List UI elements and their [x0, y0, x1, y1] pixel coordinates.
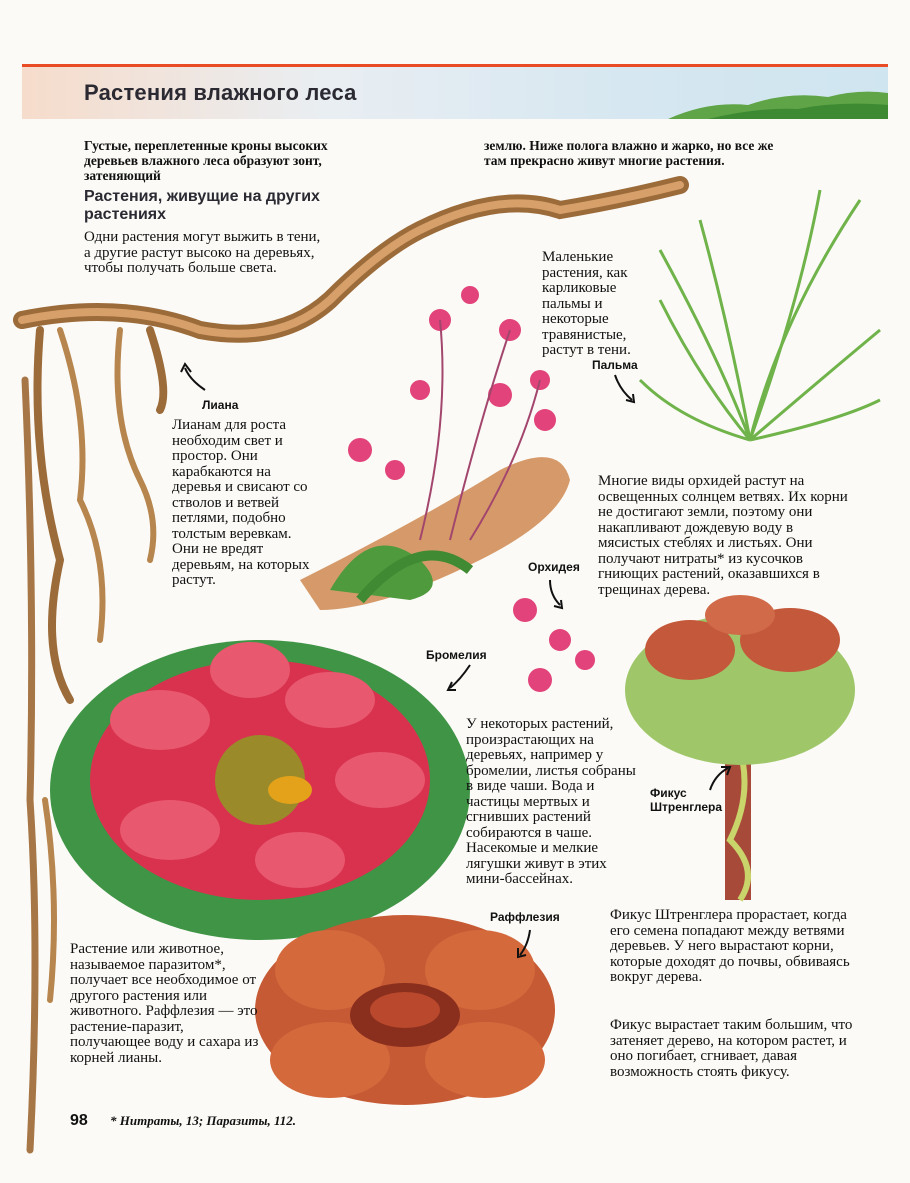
intro-right: землю. Ниже полога влажно и жарко, но все же там прекрасно живут многие растения. [484, 138, 774, 168]
label-bromeliad: Бромелия [426, 648, 487, 662]
label-palm: Пальма [592, 358, 638, 372]
label-orchid: Орхидея [528, 560, 580, 574]
bromeliad-illustration [50, 640, 470, 940]
ficus-text-1: Фикус Штренглера прорастает, когда его семена попадают между ветвями деревьев. У него вырастают корни, которые доходят до почвы, обвиваясь вокруг дерева. [610, 907, 850, 985]
intro-left: Густые, переплетенные кроны высоких деревьев влажного леса образуют зонт, затеняющий [84, 138, 328, 183]
orchids-text: Многие виды орхидей растут на освещенных солнцем ветвях. Их корни не достигают земли, поэтому они накапливают дождевую воду в мясистых стеблях и листьях. Они получают нитраты* из кусочков гниющих растений, оказавшихся в трещинах дерева. [598, 473, 848, 598]
section-text: Одни растения могут выжить в тени, а другие растут высоко на деревьях, чтобы получать больше света. [84, 229, 321, 276]
label-rafflesia: Раффлезия [490, 910, 560, 924]
palm-illustration [640, 190, 880, 440]
rafflesia-illustration [255, 915, 555, 1105]
section-heading: Растения, живущие на других растениях [84, 188, 320, 223]
ficus-text-2: Фикус вырастает таким большим, что затеняет дерево, на котором растет, и оно погибает, сгнивает, давая возможность стоять фикусу. [610, 1017, 853, 1080]
footnote: * Нитраты, 13; Паразиты, 112. [110, 1113, 296, 1128]
label-liana: Лиана [202, 398, 239, 412]
label-ficus: Фикус Штренглера [650, 786, 723, 814]
page-title: Растения влажного леса [84, 80, 357, 105]
liana-text: Лианам для роста необходим свет и простор. Они карабкаются на деревья и свисают со стволов и ветвей петлями, подобно толстым веревкам. Они не вредят деревьям, на которых растут. [172, 417, 310, 588]
parasite-text: Растение или животное, называемое паразитом*, получает все необходимое от другого растения или животного. Раффлезия — это растение-паразит, получающее воду и сахара из корней лианы. [70, 941, 259, 1066]
ficus-illustration [625, 595, 855, 900]
bromeliad-text: У некоторых растений, произрастающих на деревьях, например у бромелии, листья собраны в виде чаши. Вода и частицы мертвых и сгнивших растений собираются в чаше. Насекомые и мелкие лягушки живут в этих мини-бассейнах. [466, 716, 636, 887]
small-plants-text: Маленькие растения, как карликовые пальмы и некоторые травянистые, растут в тени. [542, 249, 631, 358]
page-number: 98 [70, 1112, 88, 1129]
